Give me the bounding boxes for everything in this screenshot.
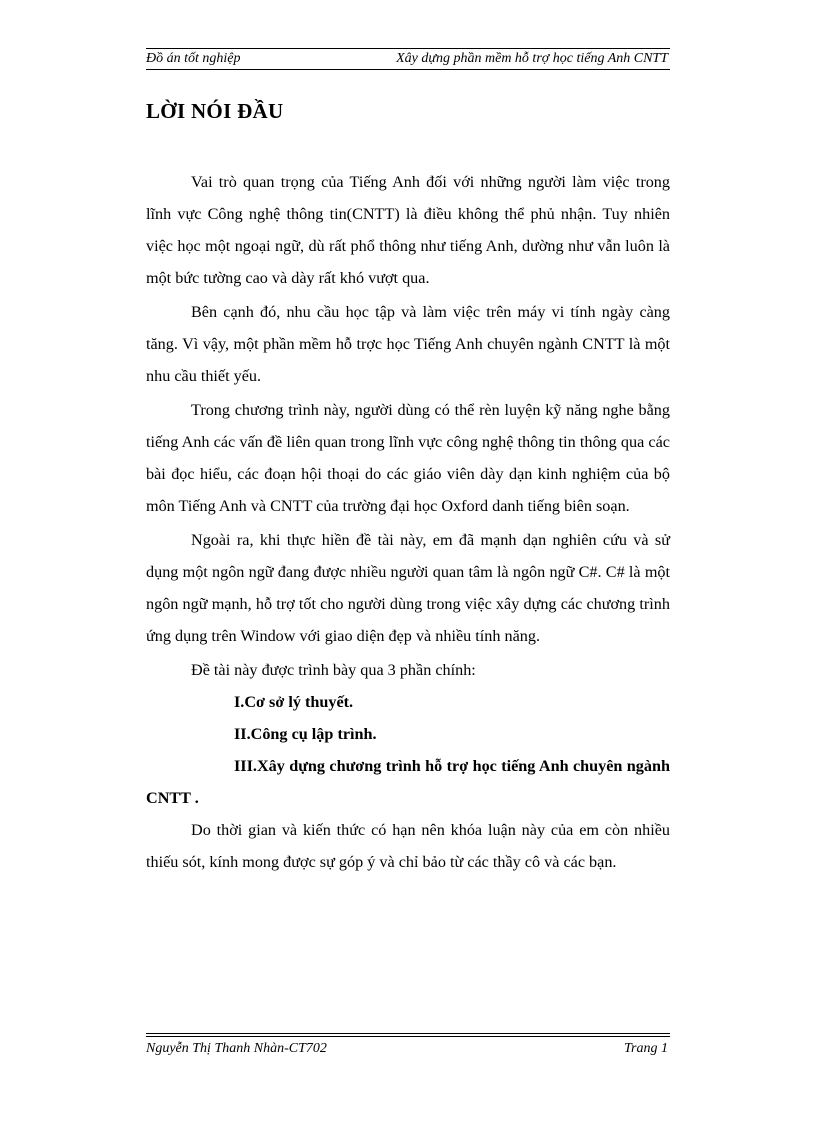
paragraph-program: Trong chương trình này, người dùng có thể rèn luyện kỹ năng nghe bằng tiếng Anh các vấn đề liên quan trong lĩnh vực công nghệ thông tin thông qua các bài đọc hiểu, các đoạn hội thoại do các giáo viên dày dạn kinh nghiệm của bộ môn Tiếng Anh và CNTT của trường đại học Oxford danh tiếng biên soạn.: [146, 401, 670, 515]
paragraph-closing: Do thời gian và kiến thức có hạn nên khóa luận này của em còn nhiều thiếu sót, kính mong được sự góp ý và chỉ bảo từ các thầy cô và các bạn.: [146, 821, 670, 871]
part-item: III.Xây dựng chương trình hỗ trợ học tiếng Anh chuyên ngành CNTT .: [146, 757, 670, 807]
header-left-text: Đồ án tốt nghiệp: [146, 51, 241, 66]
paragraph-language: Ngoài ra, khi thực hiền đề tài này, em đã mạnh dạn nghiên cứu và sử dụng một ngôn ngữ đang được nhiều người quan tâm là ngôn ngữ C#. C# là một ngôn ngữ mạnh, hỗ trợ tốt cho người dùng trong việc xây dựng các chương trình ứng dụng trên Window với giao diện đẹp và nhiều tính năng.: [146, 531, 670, 645]
part-item: I.Cơ sở lý thuyết.: [234, 693, 354, 711]
part-item: II.Công cụ lập trình.: [234, 725, 377, 743]
footer-page-number: Trang 1: [624, 1041, 668, 1056]
page-title: LỜI NÓI ĐẦU: [146, 99, 284, 123]
footer-rule: [146, 1036, 670, 1037]
page-footer: [146, 1033, 670, 1058]
header-right-text: Xây dựng phần mềm hỗ trợ học tiếng Anh CNTT: [396, 51, 668, 66]
paragraph-need: Bên cạnh đó, nhu cầu học tập và làm việc trên máy vi tính ngày càng tăng. Vì vậy, một phần mềm hỗ trợc học Tiếng Anh chuyên ngành CNTT là một nhu cầu thiết yếu.: [146, 303, 670, 385]
footer-author: Nguyễn Thị Thanh Nhàn-CT702: [146, 1041, 327, 1056]
paragraph-intro: Vai trò quan trọng của Tiếng Anh đối với những người làm việc trong lĩnh vực Công nghệ thông tin(CNTT) là điều không thể phủ nhận. Tuy nhiên việc học một ngoại ngữ, dù rất phổ thông như tiếng Anh, dường như vẫn luôn là một bức tường cao và dày rất khó vượt qua.: [146, 173, 670, 287]
page-header: [146, 48, 670, 70]
page-body: [146, 166, 670, 878]
paragraph-parts-intro: Đề tài này được trình bày qua 3 phần chính:: [191, 661, 476, 679]
